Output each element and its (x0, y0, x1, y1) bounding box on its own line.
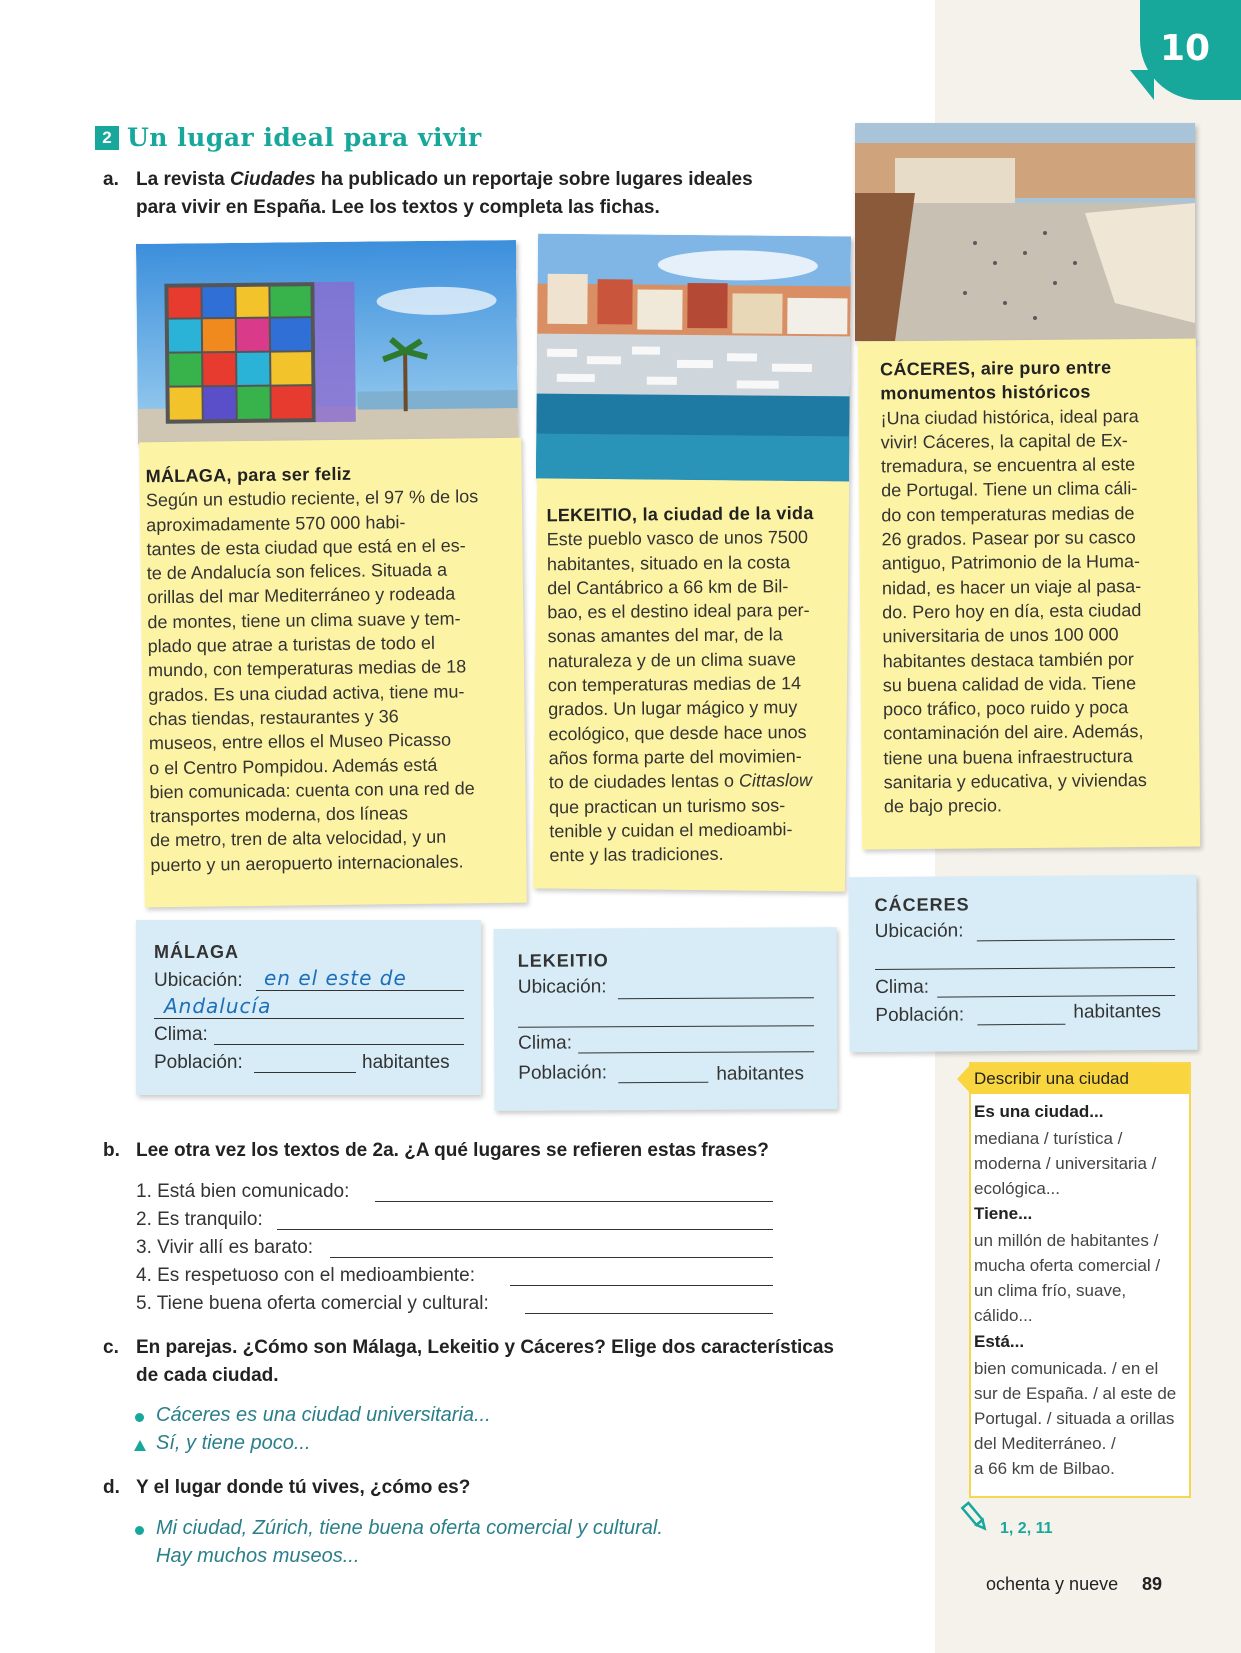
text-line: bien comunicada: cuenta con una red de (149, 778, 475, 803)
population-field-line[interactable] (254, 1072, 356, 1073)
handwritten-answer: Andalucía (164, 994, 272, 1018)
caceres-photo (855, 123, 1195, 341)
section-number: 2 (95, 126, 119, 150)
location-field-line-2[interactable] (154, 1018, 464, 1019)
page-number-words: ochenta y nueve (986, 1574, 1119, 1594)
task-c-prompt-line-1: En parejas. ¿Cómo son Málaga, Lekeitio y Cáceres? Elige dos características (136, 1337, 834, 1358)
inhabitants-label: habitantes (362, 1052, 450, 1073)
handwritten-answer: en el este de (264, 966, 407, 990)
text-line: transportes moderna, dos líneas (149, 803, 409, 827)
text-line: orillas del mar Mediterráneo y rodeada (146, 583, 456, 608)
caceres-photo-image (855, 123, 1195, 341)
location-field-line[interactable] (977, 939, 1175, 941)
tiene-list (974, 1228, 1189, 1328)
task-d-letter: d. (103, 1477, 120, 1498)
population-label: Población: (518, 1062, 608, 1084)
task-d-example-2: Hay muchos museos... (156, 1545, 360, 1567)
text-line: antiguo, Patrimonio de la Huma- (881, 551, 1141, 574)
location-label: Ubicación: (517, 976, 607, 998)
caceres-city-name: CÁCERES (880, 358, 971, 380)
population-field-line[interactable] (977, 1024, 1065, 1026)
caceres-text-title (880, 355, 1190, 382)
text-line: tremadura, se encuentra al este (880, 454, 1136, 477)
describe-city-title: Describir una ciudad (974, 1069, 1129, 1088)
text-line: universitaria de unos 100 000 (882, 624, 1119, 647)
tiene-heading: Tiene... (974, 1204, 1033, 1223)
bullet-dot-icon (135, 1413, 144, 1422)
pencil-icon (960, 1500, 990, 1534)
lekeitio-city-name: LEKEITIO (546, 504, 633, 526)
text-line: de montes, tiene un clima suave y tem- (147, 608, 461, 633)
task-b-item: 1. Está bien comunicado: (136, 1181, 350, 1202)
task-b-letter: b. (103, 1140, 120, 1161)
text-line: Según un estudio reciente, el 97 % de los (145, 486, 479, 511)
text-line: grados. Un lugar mágico y muy (548, 697, 798, 720)
text-line: museos, entre ellos el Museo Picasso (148, 729, 452, 754)
text-line: ente y las tradiciones. (549, 843, 724, 866)
esta-list (974, 1356, 1189, 1481)
bullet-dot-icon (135, 1526, 144, 1535)
section-heading (95, 123, 482, 152)
text-line: vivir! Cáceres, la capital de Ex- (880, 430, 1128, 453)
climate-label: Clima: (518, 1032, 573, 1054)
text-line: de Portugal. Tiene un clima cáli- (881, 478, 1138, 501)
lekeitio-photo (536, 234, 851, 482)
phrase-line: Portugal. / situada a orillas (974, 1409, 1175, 1428)
location-field-line[interactable] (256, 990, 464, 991)
text-line: o el Centro Pompidou. Además está (149, 754, 438, 778)
bullet-triangle-icon (134, 1440, 146, 1451)
answer-line[interactable] (510, 1285, 773, 1286)
location-field-line-2[interactable] (875, 967, 1175, 970)
lekeitio-text-title (546, 501, 846, 528)
text-line: sonas amantes del mar, de la (547, 624, 783, 647)
lekeitio-title-rest: , la ciudad de la vida (631, 502, 814, 525)
location-field-line[interactable] (618, 997, 814, 999)
answer-line[interactable] (277, 1229, 773, 1230)
climate-field-line[interactable] (214, 1044, 464, 1045)
text-line: puerto y un aeropuerto internacionales. (150, 851, 464, 876)
task-d-prompt: Y el lugar donde tú vives, ¿cómo es? (136, 1477, 471, 1498)
phrase-line: sur de España. / al este de (974, 1384, 1177, 1403)
task-a-text: ha publicado un reportaje sobre lugares ideales (315, 169, 753, 190)
text-line: del Cantábrico a 66 km de Bil- (547, 576, 789, 599)
lekeitio-form (494, 927, 838, 1111)
malaga-form-title: MÁLAGA (154, 942, 239, 962)
location-label: Ubicación: (874, 920, 964, 943)
text-line: de bajo precio. (883, 795, 1003, 817)
task-c-letter: c. (103, 1337, 119, 1358)
text-line: grados. Es una ciudad activa, tiene mu- (148, 681, 465, 705)
text-line: habitantes, situado en la costa (546, 551, 791, 574)
text-line: mundo, con temperaturas medias de 18 (147, 656, 467, 681)
phrase-line: del Mediterráneo. / (974, 1434, 1116, 1453)
text-line: ecológico, que desde hace unos (548, 721, 807, 744)
text-line: 26 grados. Pasear por su casco (881, 527, 1136, 550)
caceres-form-title: CÁCERES (874, 894, 970, 916)
es-heading: Es una ciudad... (974, 1102, 1104, 1121)
climate-field-line[interactable] (937, 995, 1175, 998)
text-line: poco tráfico, poco ruido y poca (882, 697, 1129, 720)
malaga-form (136, 920, 481, 1095)
lekeitio-text (546, 501, 849, 868)
workbook-exercises-ref: 1, 2, 11 (1000, 1520, 1053, 1537)
text-line: tiene una buena infraestructura (883, 745, 1133, 769)
task-c-example-2: Sí, y tiene poco... (156, 1432, 311, 1454)
phrase-line: ecológica... (974, 1179, 1060, 1198)
text-line: chas tiendas, restaurantes y 36 (148, 706, 399, 730)
text-line: plado que atrae a turistas de todo el (147, 632, 436, 657)
es-list (974, 1126, 1189, 1201)
caceres-form (848, 875, 1197, 1052)
text-line: naturaleza y de un clima suave (547, 648, 797, 672)
chapter-number: 10 (1160, 28, 1211, 69)
chapter-tab-tail (1130, 70, 1154, 100)
text-line: tantes de esta ciudad que está en el es- (146, 535, 466, 560)
task-a-letter: a. (103, 169, 119, 190)
location-field-line-2[interactable] (518, 1025, 814, 1028)
malaga-photo (136, 240, 518, 444)
phrase-line: mediana / turística / (974, 1129, 1123, 1148)
text-line: contaminación del aire. Además, (883, 721, 1144, 744)
text-line: tenible y cuidan el medioambi- (549, 819, 793, 842)
esta-heading: Está... (974, 1332, 1025, 1351)
task-a-text: La revista (136, 169, 230, 190)
text-line (549, 768, 849, 795)
task-a (103, 166, 753, 222)
answer-line[interactable] (525, 1313, 773, 1314)
phrase-line: moderna / universitaria / (974, 1154, 1157, 1173)
header-arrow-icon (957, 1064, 971, 1094)
task-c-example-1: Cáceres es una ciudad universitaria... (156, 1404, 491, 1426)
climate-field-line[interactable] (578, 1051, 814, 1053)
task-b-item: 4. Es respetuoso con el medioambiente: (136, 1265, 476, 1286)
malaga-city-name: MÁLAGA (145, 465, 227, 487)
population-field-line[interactable] (618, 1082, 708, 1083)
location-label: Ubicación: (154, 970, 243, 991)
inhabitants-label: habitantes (716, 1063, 805, 1085)
task-d-example-1: Mi ciudad, Zúrich, tiene buena oferta comercial y cultural. (156, 1517, 663, 1539)
text-line: con temperaturas medias de 14 (547, 673, 802, 696)
lekeitio-form-title: LEKEITIO (517, 950, 609, 971)
text-line: su buena calidad de vida. Tiene (882, 672, 1137, 696)
malaga-text (145, 460, 522, 878)
phrase-line: mucha oferta comercial / (974, 1256, 1161, 1275)
text-line: sanitaria y educativa, y viviendas (883, 770, 1147, 793)
lekeitio-photo-image (536, 234, 851, 482)
task-c (103, 1334, 834, 1390)
answer-line[interactable] (375, 1201, 773, 1202)
inhabitants-label: habitantes (1073, 1001, 1162, 1023)
task-d (103, 1474, 471, 1502)
population-label: Población: (154, 1052, 243, 1073)
text-line: ¡Una ciudad histórica, ideal para (880, 405, 1139, 428)
describe-city-header (971, 1064, 1189, 1094)
cittaslow-term: Cittaslow (738, 770, 813, 791)
text-line: Este pueblo vasco de unos 7500 (546, 527, 809, 550)
caceres-text (880, 355, 1194, 819)
task-c-prompt-line-2: de cada ciudad. (136, 1365, 279, 1386)
phrase-line: cálido... (974, 1306, 1033, 1325)
phrase-line: bien comunicada. / en el (974, 1359, 1159, 1378)
task-b-item: 2. Es tranquilo: (136, 1209, 263, 1230)
caceres-text-title-line-2: monumentos históricos (880, 381, 1091, 404)
text-line: do. Pero hoy en día, esta ciudad (882, 600, 1142, 623)
phrase-line: a 66 km de Bilbao. (974, 1459, 1115, 1478)
magazine-name: Ciudades (230, 169, 316, 190)
malaga-photo-image (136, 240, 518, 444)
text-line: de metro, tren de alta velocidad, y un (149, 827, 447, 851)
task-b (103, 1137, 769, 1165)
caceres-title-rest: , aire puro entre (970, 357, 1112, 379)
describe-city-box (969, 1062, 1191, 1498)
task-a-line-1 (136, 166, 753, 194)
population-label: Población: (875, 1004, 965, 1027)
text-fragment: to de ciudades lentas o (548, 770, 740, 793)
task-b-item: 5. Tiene buena oferta comercial y cultural: (136, 1293, 489, 1314)
text-line: do con temperaturas medias de (881, 502, 1135, 526)
text-line: nidad, es hacer un viaje al pasa- (881, 575, 1142, 599)
text-line: años forma parte del movimien- (548, 746, 802, 769)
climate-label: Clima: (154, 1024, 208, 1045)
phrase-line: un clima frío, suave, (974, 1281, 1127, 1300)
malaga-title-rest: , para ser feliz (226, 463, 352, 486)
climate-label: Clima: (875, 976, 930, 999)
text-line: te de Andalucía son felices. Situada a (146, 559, 448, 584)
text-line: que practican un turismo sos- (548, 794, 786, 817)
task-b-prompt: Lee otra vez los textos de 2a. ¿A qué lugares se refieren estas frases? (136, 1140, 769, 1161)
text-line: aproximadamente 570 000 habi- (146, 511, 406, 535)
answer-line[interactable] (330, 1257, 773, 1258)
phrase-line: un millón de habitantes / (974, 1231, 1159, 1250)
text-line: bao, es el destino ideal para per- (547, 600, 810, 623)
task-b-item: 3. Vivir allí es barato: (136, 1237, 314, 1258)
text-line: habitantes destaca también por (882, 648, 1134, 671)
section-title: Un lugar ideal para vivir (127, 123, 482, 152)
page-number: 89 (1142, 1574, 1163, 1594)
task-a-line-2: para vivir en España. Lee los textos y completa las fichas. (136, 197, 660, 218)
